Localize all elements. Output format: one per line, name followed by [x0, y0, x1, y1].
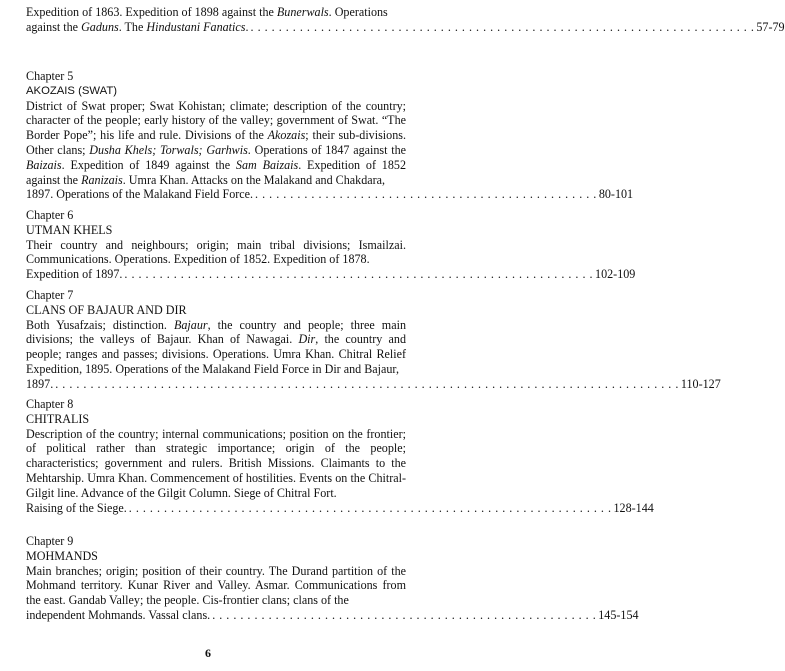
- page-range: 110-127: [680, 376, 721, 391]
- chapter-9: [26, 534, 639, 623]
- leader-dots: . . . . . . . . . . . . . . . . . . . . . . . . . . . . . . . . . . . . . . . . . . . . . . . . .: [255, 187, 597, 202]
- intro-text: . The: [118, 19, 147, 34]
- chapter-description: Their country and neighbours; origin; main tribal divisions; Ismailzai. Communications. Operations. Expedition of 1852. Expedition of 1878.: [26, 237, 406, 267]
- chapter-number: Chapter 6: [26, 208, 74, 222]
- intro-entry: [26, 5, 785, 35]
- intro-text-italic: Hindustani Fanatics: [146, 19, 246, 34]
- chapter-description: Main branches; origin; position of their country. The Durand partition of the Mohmand territory. Kunar River and Valley. Asmar. Communications from the east. Gandab Valley; the people. Cis-frontier clans; clans of the: [26, 563, 406, 608]
- chapter-description-end: Raising of the Siege.: [26, 500, 127, 515]
- intro-text-italic: Bunerwals: [276, 5, 329, 19]
- intro-text: Expedition of 1863. Expedition of 1898 against the: [26, 5, 277, 19]
- chapter-title: CHITRALIS: [26, 411, 90, 426]
- leader-dots: . . . . . . . . . . . . . . . . . . . . . . . . . . . . . . . . . . . . . . . . . . . . . . . . . . . . . . . . . . . . . . . . . . . . .: [128, 500, 612, 515]
- chapter-description-end: 1897.: [26, 376, 54, 391]
- intro-text: against the: [26, 19, 82, 34]
- page-number: 6: [205, 646, 211, 660]
- chapter-description: Both Yusafzais; distinction. Bajaur, the country and people; three main divisions; the valleys of Bajaur. Khan of Nawagai. Dir, the country and people; ranges and passes; divisions. Operations. Umra Khan. Chitral Relief Expedition, 1895. Operations of the Malakand Field Force in Dir and Bajaur,: [26, 317, 406, 376]
- chapter-6: [26, 208, 636, 282]
- chapter-description-end: independent Mohmands. Vassal clans.: [26, 607, 211, 622]
- chapter-title: UTMAN KHELS: [26, 222, 113, 237]
- chapter-description: Description of the country; internal communications; position on the frontier; of political rather than strategic importance; origin of the people; characteristics; government and rulers. British Missions. Claimants to the Mehtarship. Umra Khan. Commencement of hostilities. Events on the Chitral-Gilgit line. Advance of the Gilgit Column. Siege of Chitral Fort.: [26, 426, 406, 500]
- page-range: 102-109: [595, 267, 636, 282]
- chapter-description-end: Expedition of 1897.: [26, 267, 123, 282]
- leader-dots: . . . . . . . . . . . . . . . . . . . . . . . . . . . . . . . . . . . . . . . . . . . . . . . . . . . . . . . . . . . . . . . . . . . . . . . .: [250, 19, 755, 34]
- chapter-8: [26, 397, 654, 515]
- page-range: 145-154: [598, 607, 639, 622]
- intro-text: . Operations: [328, 5, 388, 19]
- chapter-7: [26, 288, 721, 392]
- intro-text-italic: Gaduns: [81, 19, 119, 34]
- chapter-description: District of Swat proper; Swat Kohistan; climate; description of the country; character of the people; early history of the valley; government of Swat. “The Border Pope”; his life and rule. Divisions of the Akozais; their sub-divisions. Other clans; Dusha Khels; Torwals; Garhwis. Operations of 1847 against the Baizais. Expedition of 1849 against the Sam Baizais. Expedition of 1852 against the Ranizais. Umra Khan. Attacks on the Malakand and Chakdara,: [26, 98, 407, 187]
- chapter-number: Chapter 8: [26, 397, 74, 411]
- page-range: 80-101: [598, 187, 634, 202]
- page-range: 57-79: [756, 19, 785, 34]
- page-range: 128-144: [613, 500, 654, 515]
- chapter-title: AKOZAIS (SWAT): [26, 84, 118, 97]
- chapter-title: MOHMANDS: [26, 548, 98, 563]
- leader-dots: . . . . . . . . . . . . . . . . . . . . . . . . . . . . . . . . . . . . . . . . . . . . . . . . . . . . . . .: [212, 607, 597, 622]
- chapter-number: Chapter 9: [26, 534, 74, 548]
- chapter-title: CLANS OF BAJAUR AND DIR: [26, 302, 187, 317]
- chapter-number: Chapter 5: [26, 69, 74, 83]
- chapter-5: [26, 69, 634, 202]
- chapter-description-end: 1897. Operations of the Malakand Field Force.: [26, 187, 254, 202]
- chapter-number: Chapter 7: [26, 288, 74, 302]
- leader-dots: . . . . . . . . . . . . . . . . . . . . . . . . . . . . . . . . . . . . . . . . . . . . . . . . . . . . . . . . . . . . . . . . . . . . . . . . . . . . . . . . . . . . . . . . .: [55, 376, 679, 391]
- leader-dots: . . . . . . . . . . . . . . . . . . . . . . . . . . . . . . . . . . . . . . . . . . . . . . . . . . . . . . . . . . . . . . . . . . .: [124, 267, 594, 282]
- intro-text: .: [245, 19, 249, 34]
